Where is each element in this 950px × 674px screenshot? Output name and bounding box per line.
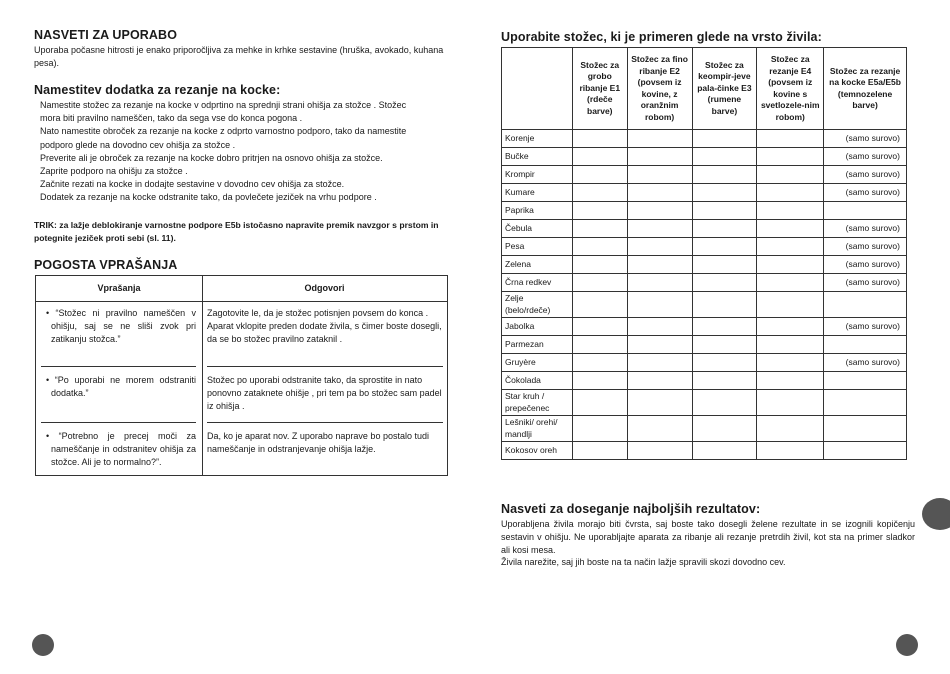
empty-cell [692,202,757,220]
empty-cell [572,336,627,354]
food-name-cell: Korenje [502,130,573,148]
table-row [502,238,907,256]
dicing-note-cell [824,416,907,442]
table-header-cell: Stožec za rezanje na kocke E5a/E5b (temnozelene barve) [824,48,907,130]
faq-answer: Zagotovite le, da je stožec potisnjen povsem do konca . Aparat vklopite preden dodate živila, s čimer boste dosegli, da se bo stožec pravilno zataknil . [207,308,442,344]
step-line: mora biti pravilno nameščen, tako da sega vse do konca pogona . [40,113,303,124]
dicing-note-cell: (samo surovo) [824,274,907,292]
empty-cell [757,148,824,166]
page-number-circle [896,634,918,656]
best-results-text [501,518,915,569]
dicing-note-cell [824,372,907,390]
food-name-cell: Čokolada [502,372,573,390]
best-results-paragraph: Uporabljena živila morajo biti čvrsta, saj boste tako dosegli želene rezultate in se izognili kopičenju sestavin v ohišju. Ne uporabljajte aparata za ribanje ali rezanje pretrdih živil, kot sta na primer sladkor ali kosi mesa. [501,519,915,555]
empty-cell [572,166,627,184]
faq-table [35,275,448,476]
dicing-note-cell: (samo surovo) [824,256,907,274]
table-header-cell: Stožec za keompir-jeve pala-činke E3 (rumene barve) [692,48,757,130]
usage-tips-heading: NASVETI ZA UPORABO [34,28,178,42]
table-row [502,336,907,354]
empty-cell [757,238,824,256]
empty-cell [627,256,692,274]
faq-question: • “Stožec ni pravilno nameščen v ohišju, saj se ne sliši zvok pri zatikanju stožca.” [46,308,196,344]
empty-cell [757,202,824,220]
faq-answer: Da, ko je aparat nov. Z uporabo naprave bo postalo tudi nameščanje in odstranjevanje ohišja lažje. [207,431,429,454]
empty-cell [627,166,692,184]
empty-cell [692,336,757,354]
food-name-cell: Kokosov oreh [502,442,573,460]
dicing-note-cell [824,390,907,416]
empty-cell [627,184,692,202]
food-name-cell: Pesa [502,238,573,256]
empty-cell [692,354,757,372]
table-row [502,372,907,390]
dicing-note-cell: (samo surovo) [824,166,907,184]
empty-cell [692,220,757,238]
page-number-circle [32,634,54,656]
empty-cell [757,372,824,390]
empty-cell [627,202,692,220]
empty-cell [692,416,757,442]
empty-cell [692,238,757,256]
food-name-cell: Gruyère [502,354,573,372]
dicing-note-cell: (samo surovo) [824,220,907,238]
empty-cell [572,354,627,372]
dicing-note-cell: (samo surovo) [824,130,907,148]
empty-cell [627,390,692,416]
empty-cell [627,220,692,238]
food-name-cell: Zelena [502,256,573,274]
faq-question: • “Potrebno je precej moči za nameščanje in odstranitev ohišja za stožce. Ali je to normalno?”. [46,431,196,467]
empty-cell [692,256,757,274]
table-row [502,166,907,184]
step-line: Dodatek za rezanje na kocke odstranite tako, da povlečete jeziček na vrhu podpore . [40,192,377,203]
table-row [502,416,907,442]
empty-cell [692,184,757,202]
table-row [502,292,907,318]
empty-cell [692,274,757,292]
step-line: Preverite ali je obroček za rezanje na kocke dobro pritrjen na osnovo ohišja za stožce. [40,152,383,163]
table-row [502,390,907,416]
empty-cell [692,292,757,318]
empty-cell [757,274,824,292]
empty-cell [757,390,824,416]
empty-cell [757,416,824,442]
dicing-note-cell [824,336,907,354]
faq-answer: Stožec po uporabi odstranite tako, da sprostite in nato ponovno zataknete ohišje , pri tem pa bo stožec sam padel iz ohišja . [207,375,442,411]
empty-cell [627,148,692,166]
step-line: podporo glede na dovodno cev ohišja za stožce . [40,139,236,150]
empty-cell [572,184,627,202]
dicing-note-cell: (samo surovo) [824,184,907,202]
food-name-cell: Star kruh / prepečenec [502,390,573,416]
food-name-cell: Kumare [502,184,573,202]
empty-cell [572,372,627,390]
food-name-cell: Jabolka [502,318,573,336]
empty-cell [572,390,627,416]
section-tab-marker [922,498,950,530]
faq-questions-header: Vprašanja [97,283,141,293]
food-name-cell: Čebula [502,220,573,238]
empty-cell [627,318,692,336]
empty-cell [627,274,692,292]
best-results-heading: Nasveti za doseganje najboljših rezultatov: [501,502,761,516]
empty-cell [572,130,627,148]
table-row [502,442,907,460]
table-row [502,130,907,148]
table-row [502,184,907,202]
step-line: Nato namestite obroček za rezanje na kocke z odprto varnostno podporo, tako da namestite [40,126,407,137]
table-header-cell: Stožec za fino ribanje E2 (povsem iz kovine, z oranžnim robom) [627,48,692,130]
empty-cell [572,274,627,292]
dicing-note-cell: (samo surovo) [824,318,907,336]
table-header-cell [502,48,573,130]
empty-cell [627,238,692,256]
table-row [502,318,907,336]
step-line: Začnite rezati na kocke in dodajte sestavine v dovodno cev ohišja za stožce. [40,179,345,190]
cone-table [501,47,907,460]
dicing-install-heading: Namestitev dodatka za rezanje na kocke: [34,83,281,97]
empty-cell [627,416,692,442]
faq-heading: POGOSTA VPRAŠANJA [34,258,178,272]
dicing-note-cell [824,292,907,318]
table-header-row [502,48,907,130]
dicing-note-cell: (samo surovo) [824,238,907,256]
empty-cell [692,130,757,148]
usage-tips-text: Uporaba počasne hitrosti je enako priporočljiva za mehke in krhke sestavine (hruška, avokado, kuhana pesa). [34,45,444,68]
empty-cell [627,130,692,148]
empty-cell [572,238,627,256]
empty-cell [627,354,692,372]
faq-question: • “Po uporabi ne morem odstraniti dodatka.” [46,375,196,398]
dicing-note-cell: (samo surovo) [824,148,907,166]
empty-cell [757,256,824,274]
empty-cell [757,220,824,238]
empty-cell [757,354,824,372]
step-line: Namestite stožec za rezanje na kocke v odprtino na sprednji strani ohišja za stožce . Stožec [40,100,407,110]
empty-cell [692,166,757,184]
empty-cell [627,442,692,460]
dicing-note-cell [824,202,907,220]
best-results-paragraph: Živila narežite, saj jih boste na ta način lažje spravili skozi dovodno cev. [501,557,786,568]
table-row [502,220,907,238]
table-row [502,202,907,220]
right-page [475,0,950,674]
dicing-install-steps [40,99,452,205]
empty-cell [692,442,757,460]
step-line: Zaprite podporo na ohišju za stožce . [40,166,188,177]
empty-cell [572,256,627,274]
empty-cell [757,336,824,354]
food-name-cell: Bučke [502,148,573,166]
empty-cell [627,336,692,354]
empty-cell [572,416,627,442]
food-name-cell: Paprika [502,202,573,220]
food-name-cell: Lešniki/ orehi/ mandlji [502,416,573,442]
table-header-cell: Stožec za rezanje E4 (povsem iz kovine s svetlozele-nim robom) [757,48,824,130]
empty-cell [692,390,757,416]
empty-cell [572,318,627,336]
empty-cell [627,372,692,390]
empty-cell [572,292,627,318]
empty-cell [757,184,824,202]
empty-cell [757,318,824,336]
empty-cell [572,148,627,166]
table-row [502,354,907,372]
faq-answers-header: Odgovori [304,283,345,293]
empty-cell [627,292,692,318]
food-name-cell: Parmezan [502,336,573,354]
table-row [502,148,907,166]
empty-cell [757,166,824,184]
empty-cell [572,202,627,220]
food-name-cell: Krompir [502,166,573,184]
empty-cell [692,372,757,390]
table-header-cell: Stožec za grobo ribanje E1 (rdeče barve) [572,48,627,130]
empty-cell [572,220,627,238]
cone-selection-heading: Uporabite stožec, ki je primeren glede na vrsto živila: [501,30,822,44]
food-name-cell: Črna redkev [502,274,573,292]
empty-cell [757,292,824,318]
dicing-note-cell [824,442,907,460]
table-row [502,256,907,274]
food-name-cell: Zelje (belo/rdeče) [502,292,573,318]
empty-cell [757,130,824,148]
empty-cell [692,318,757,336]
empty-cell [757,442,824,460]
dicing-note-cell: (samo surovo) [824,354,907,372]
tip-text: TRIK: za lažje deblokiranje varnostne podpore E5b istočasno napravite premik navzgor s prstom in potegnite jeziček proti sebi (sl. 11). [34,220,439,243]
table-row [502,274,907,292]
empty-cell [692,148,757,166]
empty-cell [572,442,627,460]
